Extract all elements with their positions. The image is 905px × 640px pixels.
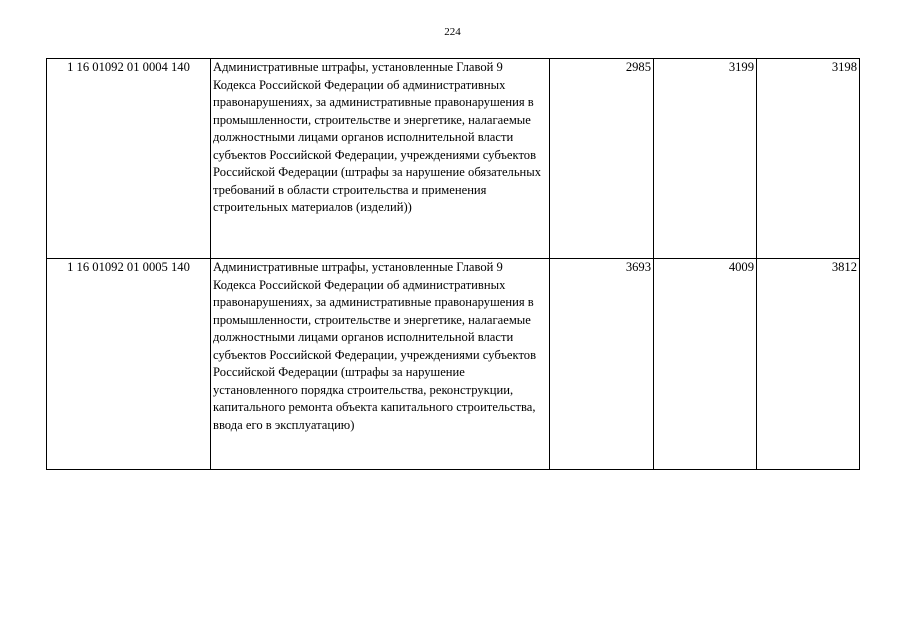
value-year-3: 3198 — [757, 59, 860, 259]
value-year-2: 4009 — [654, 259, 757, 470]
table-row — [47, 59, 860, 259]
revenue-code: 1 16 01092 01 0004 140 — [47, 59, 211, 259]
table-row — [47, 259, 860, 470]
revenue-code: 1 16 01092 01 0005 140 — [47, 259, 211, 470]
page-number: 224 — [444, 26, 461, 38]
value-year-3: 3812 — [757, 259, 860, 470]
revenue-name: Административные штрафы, установленные Главой 9 Кодекса Российской Федерации об административных правонарушениях, за административные правонарушения в промышленности, строительстве и энергетике, налагаемые должностными лицами органов исполнительной власти субъектов Российской Федерации, учреждениями субъектов Российской Федерации (штрафы за нарушение обязательных требований в области строительства и применения строительных материалов (изделий)) — [211, 59, 550, 259]
value-year-2: 3199 — [654, 59, 757, 259]
budget-table — [46, 58, 860, 470]
value-year-1: 3693 — [550, 259, 654, 470]
revenue-name: Административные штрафы, установленные Главой 9 Кодекса Российской Федерации об административных правонарушениях, за административные правонарушения в промышленности, строительстве и энергетике, налагаемые должностными лицами органов исполнительной власти субъектов Российской Федерации, учреждениями субъектов Российской Федерации (штрафы за нарушение установленного порядка строительства, реконструкции, капитального ремонта объекта капитального строительства, ввода его в эксплуатацию) — [211, 259, 550, 470]
value-year-1: 2985 — [550, 59, 654, 259]
